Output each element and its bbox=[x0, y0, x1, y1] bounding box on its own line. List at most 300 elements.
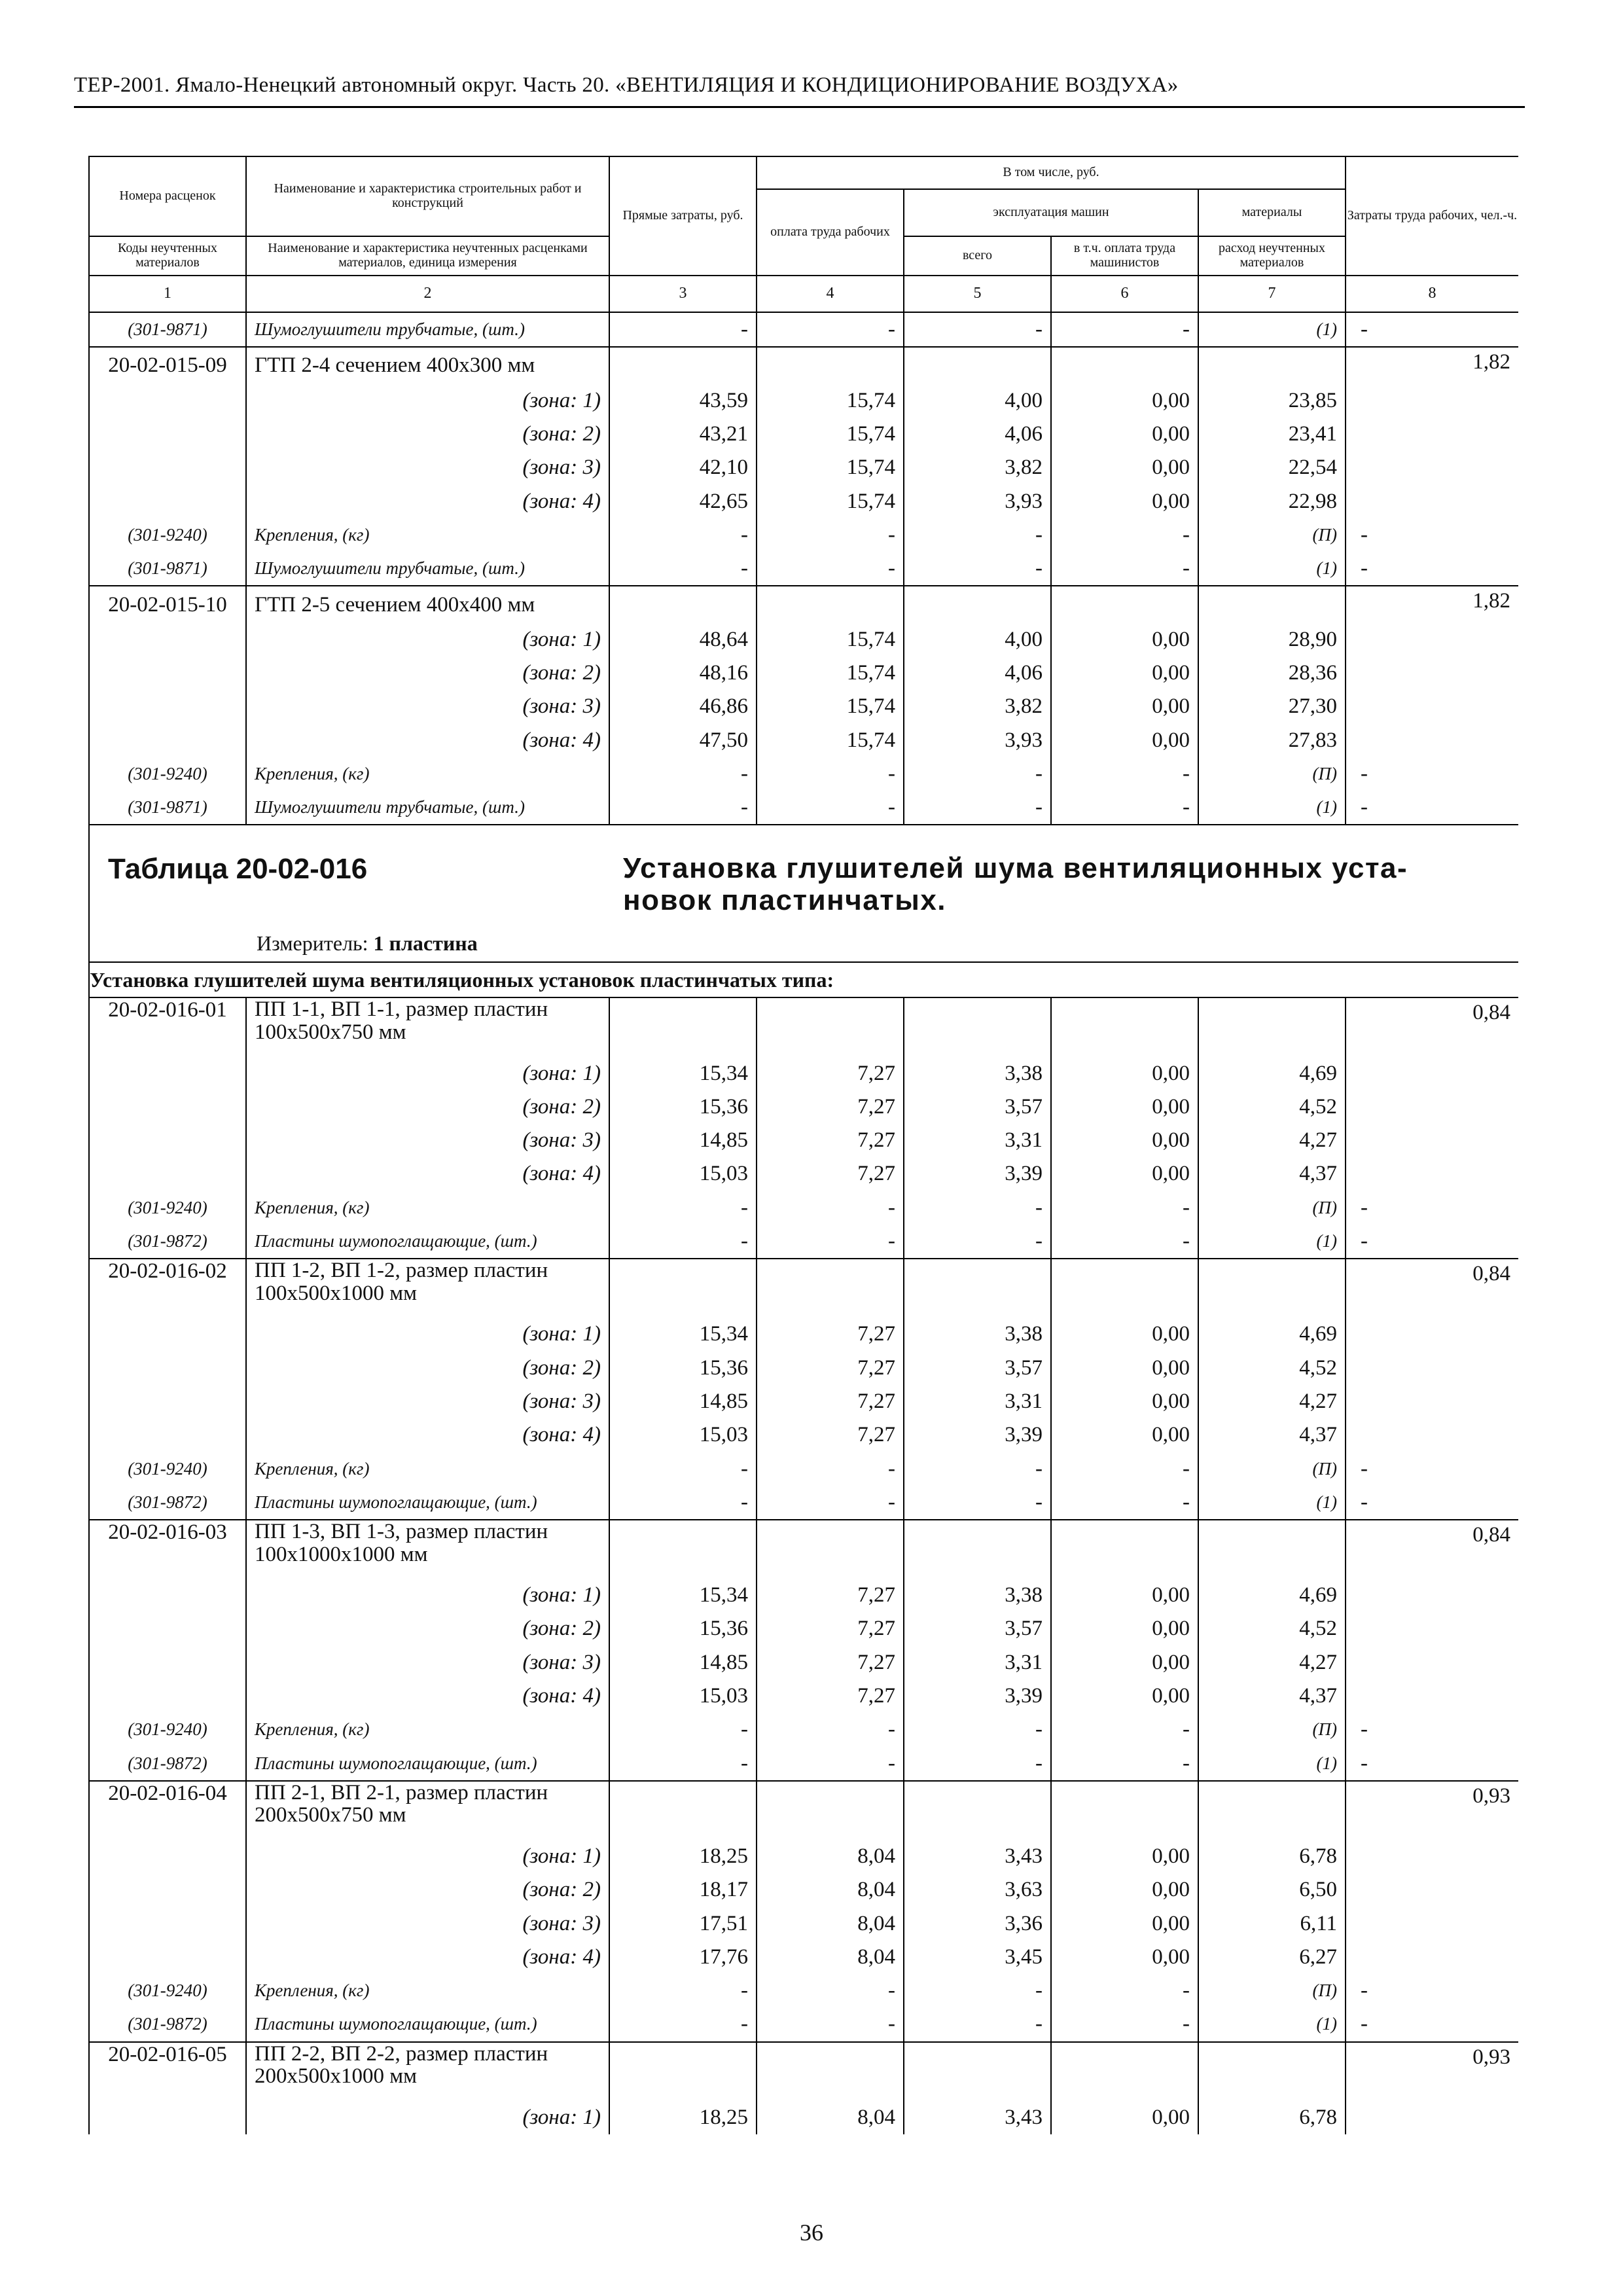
empty-cell bbox=[757, 347, 904, 384]
zone-label: (зона: 1) bbox=[246, 384, 609, 418]
material-name: Крепления, (кг) bbox=[246, 1191, 609, 1225]
empty-cell bbox=[89, 384, 246, 418]
header-col2-bottom: Наименование и характеристика неучтенных расценками материалов, единица измерения bbox=[246, 236, 609, 276]
dash-cell: - bbox=[1346, 312, 1518, 347]
labor-costs: 0,93 bbox=[1346, 1781, 1518, 1840]
material-qty: (П) bbox=[1198, 1191, 1346, 1225]
material-name: Крепления, (кг) bbox=[246, 757, 609, 791]
empty-cell bbox=[609, 586, 757, 622]
zone-label: (зона: 3) bbox=[246, 1124, 609, 1157]
worker-pay: 15,74 bbox=[757, 623, 904, 656]
machines-total: 3,39 bbox=[904, 1418, 1051, 1452]
table-row bbox=[89, 1452, 1518, 1485]
labor-costs: 1,82 bbox=[1346, 586, 1518, 622]
direct-costs: 15,34 bbox=[609, 1318, 757, 1351]
labor-costs: 0,84 bbox=[1346, 1520, 1518, 1579]
material-name: Шумоглушители трубчатые, (шт.) bbox=[246, 791, 609, 825]
dash-cell: - bbox=[609, 1452, 757, 1485]
zone-label: (зона: 2) bbox=[246, 1352, 609, 1385]
material-qty: (1) bbox=[1198, 312, 1346, 347]
material-qty: (П) bbox=[1198, 1974, 1346, 2007]
direct-costs: 15,03 bbox=[609, 1418, 757, 1452]
table-row bbox=[89, 347, 1518, 384]
empty-cell bbox=[757, 1520, 904, 1579]
direct-costs: 14,85 bbox=[609, 1385, 757, 1418]
empty-cell bbox=[1198, 1520, 1346, 1579]
zone-label: (зона: 3) bbox=[246, 690, 609, 723]
machines-total: 3,45 bbox=[904, 1941, 1051, 1974]
materials-cost: 4,52 bbox=[1198, 1612, 1346, 1645]
materials-cost: 4,27 bbox=[1198, 1646, 1346, 1679]
machinist-pay: 0,00 bbox=[1051, 1612, 1198, 1645]
work-name-line1: ПП 2-1, ВП 2-1, размер пластин bbox=[255, 1780, 548, 1804]
empty-cell bbox=[1198, 347, 1346, 384]
material-qty: (1) bbox=[1198, 2007, 1346, 2041]
dash-cell: - bbox=[1346, 791, 1518, 825]
empty-cell bbox=[904, 1781, 1051, 1840]
empty-cell bbox=[609, 1259, 757, 1318]
machinist-pay: 0,00 bbox=[1051, 1418, 1198, 1452]
table-row bbox=[89, 1840, 1518, 1873]
dash-cell: - bbox=[1051, 1747, 1198, 1781]
direct-costs: 18,17 bbox=[609, 1873, 757, 1907]
dash-cell: - bbox=[609, 518, 757, 552]
dash-cell: - bbox=[1051, 1486, 1198, 1520]
machinist-pay: 0,00 bbox=[1051, 1124, 1198, 1157]
machines-total: 3,38 bbox=[904, 1318, 1051, 1351]
work-name-line1: ПП 1-3, ВП 1-3, размер пластин bbox=[255, 1520, 548, 1544]
empty-cell bbox=[904, 1259, 1051, 1318]
header-rule bbox=[74, 106, 1525, 108]
machinist-pay: 0,00 bbox=[1051, 1840, 1198, 1873]
direct-costs: 48,64 bbox=[609, 623, 757, 656]
machinist-pay: 0,00 bbox=[1051, 1352, 1198, 1385]
dash-cell: - bbox=[1346, 552, 1518, 586]
dash-cell: - bbox=[757, 312, 904, 347]
worker-pay: 7,27 bbox=[757, 1579, 904, 1612]
table-row bbox=[89, 1124, 1518, 1157]
table-row bbox=[89, 1352, 1518, 1385]
table-row bbox=[89, 2101, 1518, 2134]
material-qty: (П) bbox=[1198, 1713, 1346, 1746]
rate-table bbox=[88, 156, 1518, 2134]
machinist-pay: 0,00 bbox=[1051, 451, 1198, 484]
direct-costs: 42,65 bbox=[609, 484, 757, 518]
labor-costs: 0,84 bbox=[1346, 997, 1518, 1056]
work-name-line2: 100х1000х1000 мм bbox=[255, 1542, 428, 1566]
material-name: Крепления, (кг) bbox=[246, 518, 609, 552]
empty-cell bbox=[1346, 484, 1518, 518]
table-row bbox=[89, 997, 1518, 1056]
table-row bbox=[89, 791, 1518, 825]
material-code: (301-9240) bbox=[89, 1452, 246, 1485]
machines-total: 4,00 bbox=[904, 623, 1051, 656]
empty-cell bbox=[609, 1520, 757, 1579]
empty-cell bbox=[1346, 1157, 1518, 1191]
table-row bbox=[89, 1974, 1518, 2007]
materials-cost: 4,37 bbox=[1198, 1679, 1346, 1713]
zone-label: (зона: 4) bbox=[246, 484, 609, 518]
header-number-2: 2 bbox=[246, 276, 609, 312]
rate-code: 20-02-015-09 bbox=[89, 347, 246, 384]
empty-cell bbox=[89, 1646, 246, 1679]
table-row bbox=[89, 451, 1518, 484]
table-row bbox=[89, 724, 1518, 757]
material-qty: (1) bbox=[1198, 552, 1346, 586]
empty-cell bbox=[89, 724, 246, 757]
zone-label: (зона: 2) bbox=[246, 1612, 609, 1645]
header-including: В том числе, руб. bbox=[757, 156, 1346, 189]
empty-cell bbox=[609, 1781, 757, 1840]
worker-pay: 15,74 bbox=[757, 418, 904, 451]
machinist-pay: 0,00 bbox=[1051, 1579, 1198, 1612]
material-qty: (1) bbox=[1198, 1225, 1346, 1259]
materials-cost: 4,27 bbox=[1198, 1385, 1346, 1418]
material-code: (301-9240) bbox=[89, 1713, 246, 1746]
empty-cell bbox=[89, 690, 246, 723]
empty-cell bbox=[1346, 1646, 1518, 1679]
table-row bbox=[89, 1579, 1518, 1612]
machines-total: 3,57 bbox=[904, 1612, 1051, 1645]
material-name: Пластины шумопоглащающие, (шт.) bbox=[246, 1225, 609, 1259]
material-code: (301-9871) bbox=[89, 312, 246, 347]
materials-cost: 4,69 bbox=[1198, 1056, 1346, 1090]
worker-pay: 8,04 bbox=[757, 1907, 904, 1940]
empty-cell bbox=[89, 1612, 246, 1645]
empty-cell bbox=[89, 2101, 246, 2134]
machines-total: 3,82 bbox=[904, 451, 1051, 484]
empty-cell bbox=[1346, 1679, 1518, 1713]
dash-cell: - bbox=[1051, 1452, 1198, 1485]
materials-cost: 4,52 bbox=[1198, 1090, 1346, 1124]
table-row bbox=[89, 1941, 1518, 1974]
table-title: Установка глушителей шума вентиляционных уста-новок пластинчатых. bbox=[623, 852, 1408, 916]
empty-cell bbox=[1346, 1124, 1518, 1157]
machinist-pay: 0,00 bbox=[1051, 484, 1198, 518]
materials-cost: 6,78 bbox=[1198, 2101, 1346, 2134]
empty-cell bbox=[1051, 997, 1198, 1056]
empty-cell bbox=[1346, 1090, 1518, 1124]
labor-costs: 0,84 bbox=[1346, 1259, 1518, 1318]
dash-cell: - bbox=[757, 1191, 904, 1225]
direct-costs: 15,36 bbox=[609, 1090, 757, 1124]
zone-label: (зона: 3) bbox=[246, 1907, 609, 1940]
materials-cost: 28,90 bbox=[1198, 623, 1346, 656]
worker-pay: 7,27 bbox=[757, 1352, 904, 1385]
machines-total: 3,38 bbox=[904, 1056, 1051, 1090]
material-name: Крепления, (кг) bbox=[246, 1974, 609, 2007]
table-row bbox=[89, 1259, 1518, 1318]
machinist-pay: 0,00 bbox=[1051, 1056, 1198, 1090]
empty-cell bbox=[1346, 1352, 1518, 1385]
dash-cell: - bbox=[1051, 312, 1198, 347]
dash-cell: - bbox=[609, 1713, 757, 1746]
zone-label: (зона: 4) bbox=[246, 1679, 609, 1713]
dash-cell: - bbox=[1051, 552, 1198, 586]
direct-costs: 15,03 bbox=[609, 1679, 757, 1713]
work-name: ГТП 2-4 сечением 400х300 мм bbox=[246, 347, 609, 384]
worker-pay: 7,27 bbox=[757, 1056, 904, 1090]
material-code: (301-9872) bbox=[89, 1747, 246, 1781]
table-row bbox=[89, 2042, 1518, 2101]
empty-cell bbox=[1346, 1579, 1518, 1612]
table-row bbox=[89, 757, 1518, 791]
labor-costs: 0,93 bbox=[1346, 2042, 1518, 2101]
worker-pay: 15,74 bbox=[757, 724, 904, 757]
work-name bbox=[246, 1781, 609, 1840]
empty-cell bbox=[904, 347, 1051, 384]
empty-cell bbox=[89, 1840, 246, 1873]
empty-cell bbox=[89, 1907, 246, 1940]
worker-pay: 15,74 bbox=[757, 384, 904, 418]
material-qty: (П) bbox=[1198, 1452, 1346, 1485]
machinist-pay: 0,00 bbox=[1051, 1646, 1198, 1679]
table-row bbox=[89, 690, 1518, 723]
measure-unit bbox=[257, 931, 478, 956]
worker-pay: 7,27 bbox=[757, 1646, 904, 1679]
direct-costs: 48,16 bbox=[609, 656, 757, 690]
dash-cell: - bbox=[904, 1713, 1051, 1746]
material-qty: (1) bbox=[1198, 1747, 1346, 1781]
machinist-pay: 0,00 bbox=[1051, 418, 1198, 451]
rate-code: 20-02-016-01 bbox=[89, 997, 246, 1056]
machines-total: 3,93 bbox=[904, 724, 1051, 757]
work-name: ГТП 2-5 сечением 400х400 мм bbox=[246, 586, 609, 622]
dash-cell: - bbox=[904, 1974, 1051, 2007]
dash-cell: - bbox=[609, 552, 757, 586]
table-row bbox=[89, 1385, 1518, 1418]
material-code: (301-9240) bbox=[89, 518, 246, 552]
zone-label: (зона: 1) bbox=[246, 1579, 609, 1612]
direct-costs: 15,36 bbox=[609, 1612, 757, 1645]
machines-total: 3,39 bbox=[904, 1157, 1051, 1191]
empty-cell bbox=[1346, 2101, 1518, 2134]
materials-cost: 27,30 bbox=[1198, 690, 1346, 723]
dash-cell: - bbox=[904, 1747, 1051, 1781]
zone-label: (зона: 2) bbox=[246, 1873, 609, 1907]
machinist-pay: 0,00 bbox=[1051, 1157, 1198, 1191]
dash-cell: - bbox=[1051, 1225, 1198, 1259]
dash-cell: - bbox=[757, 552, 904, 586]
material-code: (301-9872) bbox=[89, 1486, 246, 1520]
empty-cell bbox=[89, 656, 246, 690]
dash-cell: - bbox=[904, 552, 1051, 586]
header-material-usage: расход неучтенных материалов bbox=[1198, 236, 1346, 276]
empty-cell bbox=[1346, 384, 1518, 418]
machines-total: 4,00 bbox=[904, 384, 1051, 418]
machinist-pay: 0,00 bbox=[1051, 1679, 1198, 1713]
direct-costs: 42,10 bbox=[609, 451, 757, 484]
empty-cell bbox=[89, 451, 246, 484]
dash-cell: - bbox=[904, 518, 1051, 552]
zone-label: (зона: 1) bbox=[246, 1056, 609, 1090]
dash-cell: - bbox=[609, 791, 757, 825]
table-row bbox=[89, 1090, 1518, 1124]
dash-cell: - bbox=[757, 1747, 904, 1781]
table-row bbox=[89, 1612, 1518, 1645]
running-header: ТЕР-2001. Ямало-Ненецкий автономный округ. Часть 20. «ВЕНТИЛЯЦИЯ И КОНДИЦИОНИРОВАНИЕ ВОЗДУХА» bbox=[74, 73, 1179, 97]
machinist-pay: 0,00 bbox=[1051, 1941, 1198, 1974]
table-row bbox=[89, 384, 1518, 418]
machines-total: 3,38 bbox=[904, 1579, 1051, 1612]
machinist-pay: 0,00 bbox=[1051, 690, 1198, 723]
zone-label: (зона: 4) bbox=[246, 1157, 609, 1191]
dash-cell: - bbox=[1346, 1452, 1518, 1485]
header-machines: эксплуатация машин bbox=[904, 189, 1198, 236]
material-qty: (П) bbox=[1198, 518, 1346, 552]
machines-total: 3,93 bbox=[904, 484, 1051, 518]
empty-cell bbox=[1051, 586, 1198, 622]
table-row bbox=[89, 656, 1518, 690]
table-row bbox=[89, 312, 1518, 347]
material-name: Крепления, (кг) bbox=[246, 1713, 609, 1746]
table-row bbox=[89, 1191, 1518, 1225]
empty-cell bbox=[1051, 347, 1198, 384]
materials-cost: 4,37 bbox=[1198, 1157, 1346, 1191]
work-name-line1: ПП 2-2, ВП 2-2, размер пластин bbox=[255, 2041, 548, 2066]
direct-costs: 18,25 bbox=[609, 2101, 757, 2134]
zone-label: (зона: 4) bbox=[246, 1941, 609, 1974]
worker-pay: 7,27 bbox=[757, 1385, 904, 1418]
empty-cell bbox=[757, 2042, 904, 2101]
dash-cell: - bbox=[1051, 757, 1198, 791]
dash-cell: - bbox=[757, 518, 904, 552]
zone-label: (зона: 3) bbox=[246, 451, 609, 484]
empty-cell bbox=[1346, 1056, 1518, 1090]
zone-label: (зона: 1) bbox=[246, 2101, 609, 2134]
zone-label: (зона: 4) bbox=[246, 724, 609, 757]
empty-cell bbox=[1346, 418, 1518, 451]
rate-code: 20-02-015-10 bbox=[89, 586, 246, 622]
empty-cell bbox=[1051, 1520, 1198, 1579]
dash-cell: - bbox=[904, 1191, 1051, 1225]
worker-pay: 15,74 bbox=[757, 690, 904, 723]
work-name bbox=[246, 1259, 609, 1318]
machines-total: 3,31 bbox=[904, 1124, 1051, 1157]
zone-label: (зона: 1) bbox=[246, 1318, 609, 1351]
materials-cost: 4,52 bbox=[1198, 1352, 1346, 1385]
dash-cell: - bbox=[1051, 1191, 1198, 1225]
zone-label: (зона: 1) bbox=[246, 623, 609, 656]
empty-cell bbox=[904, 586, 1051, 622]
header-number-7: 7 bbox=[1198, 276, 1346, 312]
empty-cell bbox=[1051, 2042, 1198, 2101]
direct-costs: 15,36 bbox=[609, 1352, 757, 1385]
table-row bbox=[89, 1713, 1518, 1746]
empty-cell bbox=[89, 1418, 246, 1452]
table-row bbox=[89, 1486, 1518, 1520]
dash-cell: - bbox=[904, 312, 1051, 347]
header-number-8: 8 bbox=[1346, 276, 1518, 312]
dash-cell: - bbox=[1051, 518, 1198, 552]
work-name-line2: 100х500х750 мм bbox=[255, 1020, 406, 1045]
machinist-pay: 0,00 bbox=[1051, 1907, 1198, 1940]
dash-cell: - bbox=[904, 1225, 1051, 1259]
material-code: (301-9240) bbox=[89, 1974, 246, 2007]
dash-cell: - bbox=[1346, 1486, 1518, 1520]
machinist-pay: 0,00 bbox=[1051, 724, 1198, 757]
rate-table-frame bbox=[88, 156, 1518, 2160]
dash-cell: - bbox=[1051, 1974, 1198, 2007]
worker-pay: 7,27 bbox=[757, 1318, 904, 1351]
empty-cell bbox=[1346, 1612, 1518, 1645]
dash-cell: - bbox=[1346, 757, 1518, 791]
material-name: Пластины шумопоглащающие, (шт.) bbox=[246, 1486, 609, 1520]
work-name-line2: 100х500х1000 мм bbox=[255, 1281, 418, 1305]
header-col2-top: Наименование и характеристика строительных работ и конструкций bbox=[246, 156, 609, 236]
dash-cell: - bbox=[757, 2007, 904, 2041]
work-name-line2: 200х500х750 мм bbox=[255, 1803, 406, 1827]
machines-total: 3,31 bbox=[904, 1385, 1051, 1418]
materials-cost: 28,36 bbox=[1198, 656, 1346, 690]
dash-cell: - bbox=[1051, 791, 1198, 825]
empty-cell bbox=[89, 1873, 246, 1907]
direct-costs: 14,85 bbox=[609, 1646, 757, 1679]
direct-costs: 43,59 bbox=[609, 384, 757, 418]
dash-cell: - bbox=[1346, 1713, 1518, 1746]
dash-cell: - bbox=[1051, 2007, 1198, 2041]
machinist-pay: 0,00 bbox=[1051, 1090, 1198, 1124]
worker-pay: 15,74 bbox=[757, 451, 904, 484]
empty-cell bbox=[1346, 1840, 1518, 1873]
direct-costs: 15,34 bbox=[609, 1056, 757, 1090]
empty-cell bbox=[89, 484, 246, 518]
table-row bbox=[89, 418, 1518, 451]
dash-cell: - bbox=[1346, 2007, 1518, 2041]
machines-total: 3,82 bbox=[904, 690, 1051, 723]
rate-code: 20-02-016-03 bbox=[89, 1520, 246, 1579]
machines-total: 3,43 bbox=[904, 2101, 1051, 2134]
empty-cell bbox=[89, 1056, 246, 1090]
table-row bbox=[89, 552, 1518, 586]
empty-cell bbox=[1346, 1418, 1518, 1452]
machines-total: 3,31 bbox=[904, 1646, 1051, 1679]
dash-cell: - bbox=[609, 1191, 757, 1225]
direct-costs: 14,85 bbox=[609, 1124, 757, 1157]
dash-cell: - bbox=[757, 1486, 904, 1520]
dash-cell: - bbox=[609, 312, 757, 347]
material-code: (301-9872) bbox=[89, 2007, 246, 2041]
header-number-4: 4 bbox=[757, 276, 904, 312]
empty-cell bbox=[757, 997, 904, 1056]
zone-label: (зона: 2) bbox=[246, 656, 609, 690]
zone-label: (зона: 3) bbox=[246, 1385, 609, 1418]
work-name bbox=[246, 2042, 609, 2101]
worker-pay: 7,27 bbox=[757, 1090, 904, 1124]
dash-cell: - bbox=[1346, 1974, 1518, 2007]
worker-pay: 7,27 bbox=[757, 1418, 904, 1452]
empty-cell bbox=[1051, 1259, 1198, 1318]
dash-cell: - bbox=[904, 2007, 1051, 2041]
dash-cell: - bbox=[904, 1452, 1051, 1485]
machinist-pay: 0,00 bbox=[1051, 623, 1198, 656]
empty-cell bbox=[89, 1352, 246, 1385]
empty-cell bbox=[89, 623, 246, 656]
empty-cell bbox=[1346, 1941, 1518, 1974]
empty-cell bbox=[757, 1781, 904, 1840]
worker-pay: 7,27 bbox=[757, 1679, 904, 1713]
worker-pay: 8,04 bbox=[757, 1840, 904, 1873]
worker-pay: 8,04 bbox=[757, 1941, 904, 1974]
work-name-line1: ПП 1-2, ВП 1-2, размер пластин bbox=[255, 1259, 548, 1283]
material-name: Шумоглушители трубчатые, (шт.) bbox=[246, 552, 609, 586]
table-row bbox=[89, 1873, 1518, 1907]
empty-cell bbox=[1346, 1907, 1518, 1940]
table-row bbox=[89, 1318, 1518, 1351]
dash-cell: - bbox=[609, 2007, 757, 2041]
empty-cell bbox=[89, 1941, 246, 1974]
machines-total: 3,57 bbox=[904, 1352, 1051, 1385]
